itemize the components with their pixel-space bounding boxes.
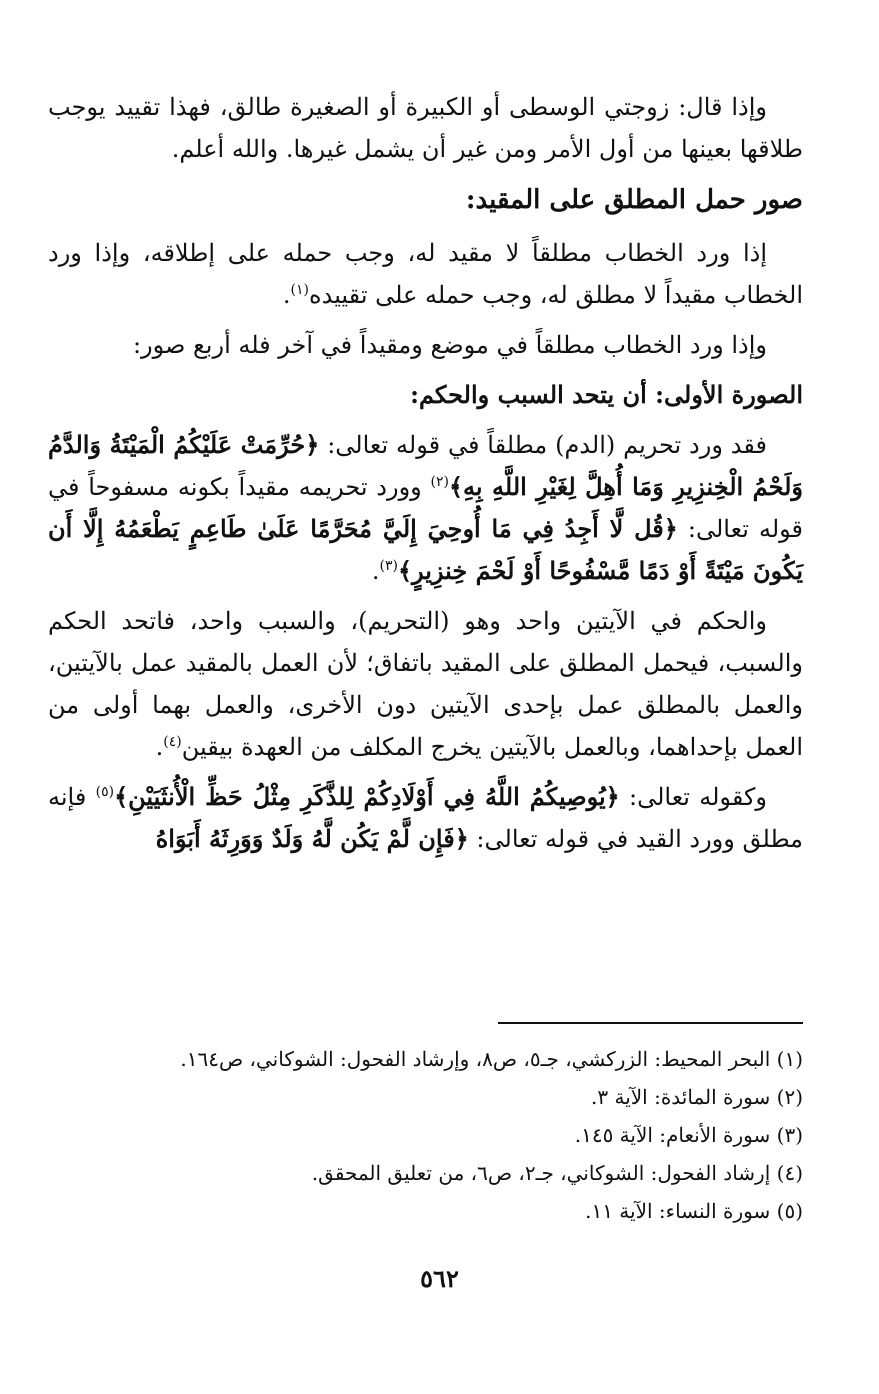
- paragraph-text: وإذا قال: زوجتي الوسطى أو الكبيرة أو الصغيرة طالق، فهذا تقييد يوجب طلاقها بعينها من أول الأمر ومن غير أن يشمل غيرها. والله أعلم.: [48, 93, 803, 163]
- quran-verse: ﴿فَإِن لَّمْ يَكُن لَّهُ وَلَدٌ وَوَرِثَهُ أَبَوَاهُ: [155, 824, 469, 853]
- paragraph-text: إذا ورد الخطاب مطلقاً لا مقيد له، وجب حمله على إطلاقه، وإذا ورد الخطاب مقيداً لا مطلق له، وجب حمله على تقييده: [48, 239, 803, 309]
- paragraph-text: فقد ورد تحريم (الدم) مطلقاً في قوله تعالى:: [327, 431, 767, 459]
- quran-verse: ﴿قُل لَّا أَجِدُ فِي مَا أُوحِيَ إِلَيَّ مُحَرَّمًا عَلَىٰ طَاعِمٍ يَطْعَمُهُ إِلَّا أَن يَكُونَ مَيْتَةً أَوْ دَمًا مَّسْفُوحًا أَوْ لَحْمَ خِنزِيرٍ﴾: [48, 514, 803, 585]
- paragraph-text: وورد تحريمه مقيداً بكونه مسفوحاً في قوله تعالى:: [48, 473, 803, 543]
- footnote-item: (٢) سورة المائدة: الآية ٣.: [591, 1085, 803, 1109]
- footnote-ref-4[interactable]: (٤): [163, 734, 182, 750]
- footnote-ref-2[interactable]: (٢): [430, 474, 449, 490]
- paragraph-text: وإذا ورد الخطاب مطلقاً في موضع ومقيداً في آخر فله أربع صور:: [132, 331, 767, 359]
- punctuation: .: [371, 557, 380, 585]
- paragraph-text: وكقوله تعالى:: [629, 783, 767, 811]
- footnote-ref-1[interactable]: (١): [290, 282, 310, 298]
- paragraph-text: فإنه مطلق وورد القيد في قوله تعالى:: [48, 783, 803, 853]
- page-number: ٥٦٢: [420, 1264, 459, 1293]
- footnote-item: (٤) إرشاد الفحول: الشوكاني، جـ٢، ص٦، من تعليق المحقق.: [311, 1161, 803, 1185]
- footnote-ref-3[interactable]: (٣): [379, 558, 398, 574]
- footnote-item: (٥) سورة النساء: الآية ١١.: [585, 1199, 803, 1223]
- quran-verse: ﴿يُوصِيكُمُ اللَّهُ فِي أَوْلَادِكُمْ لِلذَّكَرِ مِثْلُ حَظِّ الْأُنثَيَيْنِ﴾: [114, 782, 620, 811]
- paragraph-3: [48, 324, 803, 366]
- subsection-label: الصورة الأولى:: [655, 380, 803, 409]
- subsection-title: أن يتحد السبب والحكم:: [410, 380, 647, 409]
- paragraph-1: [48, 86, 803, 170]
- paragraph-6: [48, 776, 803, 860]
- section-heading: صور حمل المطلق على المقيد:: [465, 185, 803, 215]
- paragraph-5: [48, 600, 803, 768]
- footnotes: [48, 1040, 803, 1230]
- punctuation: .: [282, 281, 291, 309]
- footnote-divider: [498, 1022, 803, 1024]
- footnote-ref-5[interactable]: (٥): [95, 784, 115, 800]
- paragraph-text: والحكم في الآيتين واحد وهو (التحريم)، والسبب واحد، فاتحد الحكم والسبب، فيحمل المطلق على المقيد باتفاق؛ لأن العمل بالمقيد عمل بالآيتين، والعمل بالمطلق عمل بإحدى الآيتين دون الأخرى، والعمل بهما أولى من العمل بإحداهما، وبالعمل بالآيتين يخرج المكلف من العهدة بيقين: [48, 607, 803, 761]
- paragraph-2: [48, 232, 803, 316]
- footnote-item: (١) البحر المحيط: الزركشي، جـ٥، ص٨، وإرشاد الفحول: الشوكاني، ص١٦٤.: [180, 1047, 803, 1071]
- subsection-heading: [48, 374, 803, 416]
- quran-verse: ﴿حُرِّمَتْ عَلَيْكُمُ الْمَيْتَةُ وَالدَّمُ وَلَحْمُ الْخِنزِيرِ وَمَا أُهِلَّ لِغَيْرِ اللَّهِ بِهِ﴾: [48, 430, 803, 501]
- footnote-item: (٣) سورة الأنعام: الآية ١٤٥.: [574, 1123, 803, 1147]
- punctuation: .: [155, 733, 164, 761]
- paragraph-4: [48, 424, 803, 592]
- page-body: [48, 86, 803, 868]
